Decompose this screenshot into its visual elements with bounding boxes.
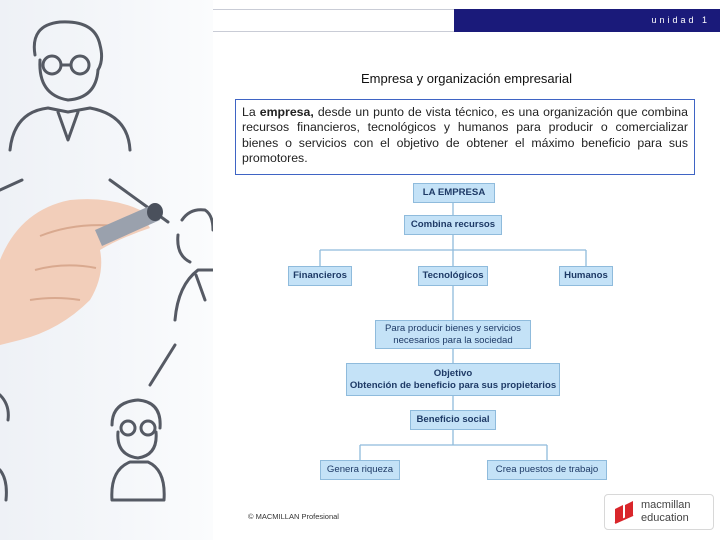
node-genera-riqueza — [320, 460, 400, 480]
node-label: necesarios para la sociedad — [393, 334, 513, 346]
node-label: Tecnológicos — [422, 270, 484, 281]
logo-line1: macmillan — [641, 499, 691, 511]
definition-prefix: La — [242, 105, 260, 119]
node-financieros — [288, 266, 352, 286]
node-beneficio-social — [410, 410, 496, 430]
node-producir — [375, 320, 531, 349]
definition-text: desde un punto de vista técnico, es una organización que combina recursos financieros, tecnológicos y humanos para producir o comercializar bienes o servicios con el objetivo de obtener el máximo beneficio para sus promotores. — [242, 105, 688, 166]
macmillan-mark-icon — [613, 501, 639, 525]
node-label: Humanos — [564, 270, 608, 281]
copyright-text: © MACMILLAN Profesional — [248, 512, 339, 521]
node-label: Crea puestos de trabajo — [495, 464, 599, 475]
node-label: Genera riqueza — [326, 464, 394, 475]
node-crea-puestos — [487, 460, 607, 480]
node-label: Obtención de beneficio para sus propietarios — [349, 379, 557, 391]
node-label: Beneficio social — [416, 414, 490, 425]
node-label: LA EMPRESA — [422, 187, 486, 198]
node-label: Objetivo — [433, 367, 473, 379]
node-label: Financieros — [293, 270, 347, 281]
node-label: Combina recursos — [410, 219, 496, 230]
node-objetivo — [346, 363, 560, 396]
unit-label: unidad 1 — [651, 15, 710, 25]
node-label: Para producir bienes y servicios — [385, 322, 521, 334]
node-humanos — [559, 266, 613, 286]
definition-keyword: empresa, — [259, 105, 314, 119]
node-la-empresa — [413, 183, 495, 203]
logo-line2: education — [641, 512, 689, 524]
slide-title: Empresa y organización empresarial — [361, 71, 572, 86]
node-combina-recursos — [404, 215, 502, 235]
macmillan-logo — [604, 494, 714, 530]
node-tecnologicos — [418, 266, 488, 286]
